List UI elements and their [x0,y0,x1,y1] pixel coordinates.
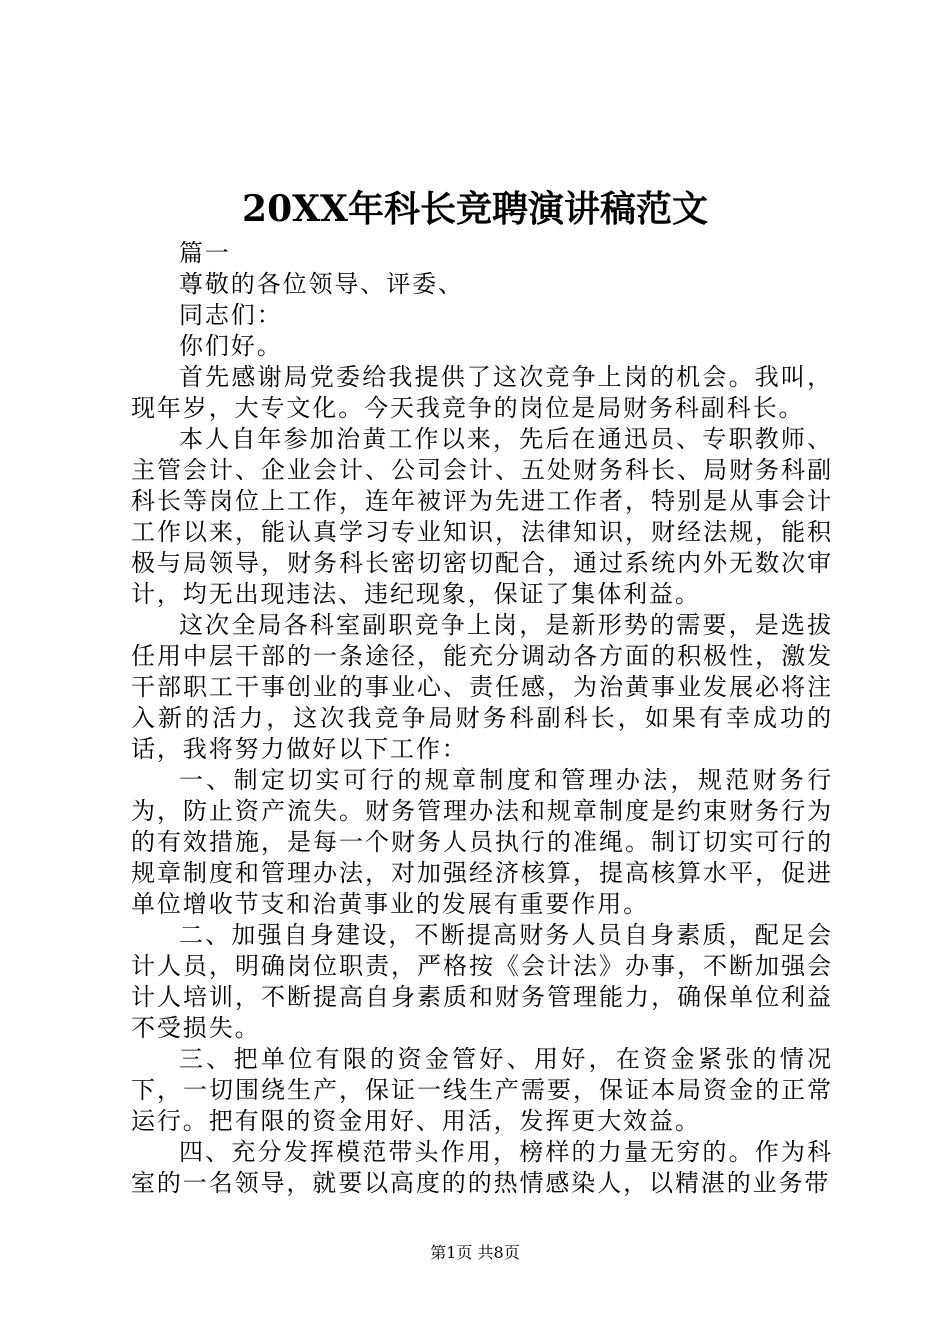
paragraph-point-three: 三、把单位有限的资金管好、用好，在资金紧张的情况下，一切围绕生产，保证一线生产需要，保证本局资金的正常运行。把有限的资金用好、用活，发挥更大效益。 [131,1045,833,1135]
page-number-footer: 第1页 共8页 [430,1243,520,1262]
paragraph-point-two: 二、加强自身建设，不断提高财务人员自身素质，配足会计人员，明确岗位职责，严格按《会计法》办事，不断加强会计人培训，不断提高自身素质和财务管理能力，确保单位利益不受损失。 [131,921,833,1042]
paragraph-motivation: 这次全局各科室副职竞争上岗，是新形势的需要，是选拔任用中层干部的一条途径，能充分调动各方面的积极性，激发干部职工干事创业的事业心、责任感，为治黄事业发展必将注入新的活力，这次我竞争局财务科副科长，如果有幸成功的话，我将努力做好以下工作： [131,611,833,763]
paragraph-salutation-cont: 同志们： [179,301,283,329]
paragraph-point-four: 四、充分发挥模范带头作用，榜样的力量无穷的。作为科室的一名领导，就要以高度的的热情感染人，以精湛的业务带 [131,1138,833,1197]
paragraph-introduction: 首先感谢局党委给我提供了这次竞争上岗的机会。我叫，现年岁，大专文化。今天我竞争的岗位是局财务科副科长。 [131,363,833,422]
paragraph-experience: 本人自年参加治黄工作以来，先后在通迅员、专职教师、主管会计、企业会计、公司会计、五处财务科长、局财务科副科长等岗位上工作，连年被评为先进工作者，特别是从事会计工作以来，能认真学习专业知识，法律知识，财经法规，能积极与局领导，财务科长密切密切配合，通过系统内外无数次审计，均无出现违法、违纪现象，保证了集体利益。 [131,425,833,608]
paragraph-point-one: 一、制定切实可行的规章制度和管理办法，规范财务行为，防止资产流失。财务管理办法和规章制度是约束财务行为的有效措施，是每一个财务人员执行的准绳。制订切实可行的规章制度和管理办法，对加强经济核算，提高核算水平，促进单位增收节支和治黄事业的发展有重要作用。 [131,766,833,918]
paragraph-section-label: 篇一 [179,239,231,267]
paragraph-greeting: 你们好。 [179,332,283,360]
document-body [131,238,833,1199]
paragraph-salutation: 尊敬的各位领导、评委、 [179,270,464,298]
document-title: 20XX年科长竞聘演讲稿范文 [242,188,708,230]
